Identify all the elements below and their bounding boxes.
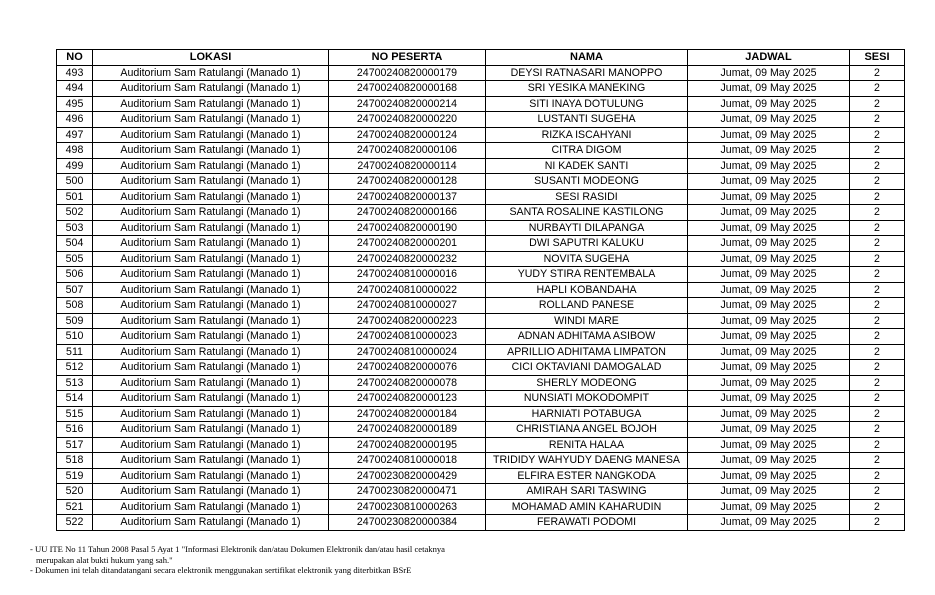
cell-lokasi: Auditorium Sam Ratulangi (Manado 1)	[93, 313, 329, 329]
cell-no-peserta: 24700240820000166	[329, 205, 486, 221]
cell-nama: NOVITA SUGEHA	[486, 251, 688, 267]
cell-no: 501	[57, 189, 93, 205]
cell-lokasi: Auditorium Sam Ratulangi (Manado 1)	[93, 65, 329, 81]
cell-sesi: 2	[850, 406, 905, 422]
cell-nama: CICI OKTAVIANI DAMOGALAD	[486, 360, 688, 376]
cell-no: 507	[57, 282, 93, 298]
cell-sesi: 2	[850, 251, 905, 267]
cell-no: 510	[57, 329, 93, 345]
cell-sesi: 2	[850, 499, 905, 515]
cell-no-peserta: 24700240820000179	[329, 65, 486, 81]
cell-sesi: 2	[850, 515, 905, 531]
cell-jadwal: Jumat, 09 May 2025	[688, 313, 850, 329]
table-row	[57, 143, 905, 159]
cell-lokasi: Auditorium Sam Ratulangi (Manado 1)	[93, 468, 329, 484]
cell-nama: SANTA ROSALINE KASTILONG	[486, 205, 688, 221]
cell-nama: FERAWATI PODOMI	[486, 515, 688, 531]
table-row	[57, 112, 905, 128]
cell-no: 496	[57, 112, 93, 128]
cell-no: 495	[57, 96, 93, 112]
cell-no-peserta: 24700240820000128	[329, 174, 486, 190]
cell-no-peserta: 24700240810000027	[329, 298, 486, 314]
cell-sesi: 2	[850, 236, 905, 252]
cell-sesi: 2	[850, 453, 905, 469]
table-row	[57, 329, 905, 345]
cell-nama: ELFIRA ESTER NANGKODA	[486, 468, 688, 484]
footnote-uu-ite-continued: merupakan alat bukti hukum yang sah."	[36, 554, 173, 565]
cell-lokasi: Auditorium Sam Ratulangi (Manado 1)	[93, 220, 329, 236]
cell-nama: NI KADEK SANTI	[486, 158, 688, 174]
header-lokasi: LOKASI	[93, 50, 329, 66]
table-row	[57, 515, 905, 531]
cell-jadwal: Jumat, 09 May 2025	[688, 220, 850, 236]
header-no: NO	[57, 50, 93, 66]
table-row	[57, 81, 905, 97]
cell-sesi: 2	[850, 437, 905, 453]
cell-no: 500	[57, 174, 93, 190]
cell-no-peserta: 24700240820000201	[329, 236, 486, 252]
cell-nama: ADNAN ADHITAMA ASIBOW	[486, 329, 688, 345]
cell-no: 509	[57, 313, 93, 329]
cell-sesi: 2	[850, 344, 905, 360]
cell-nama: APRILLIO ADHITAMA LIMPATON	[486, 344, 688, 360]
cell-nama: CHRISTIANA ANGEL BOJOH	[486, 422, 688, 438]
cell-jadwal: Jumat, 09 May 2025	[688, 360, 850, 376]
cell-sesi: 2	[850, 298, 905, 314]
cell-sesi: 2	[850, 65, 905, 81]
cell-jadwal: Jumat, 09 May 2025	[688, 375, 850, 391]
cell-sesi: 2	[850, 112, 905, 128]
cell-no-peserta: 24700240820000106	[329, 143, 486, 159]
cell-no-peserta: 24700240810000018	[329, 453, 486, 469]
cell-jadwal: Jumat, 09 May 2025	[688, 81, 850, 97]
cell-jadwal: Jumat, 09 May 2025	[688, 205, 850, 221]
table-row	[57, 360, 905, 376]
cell-nama: ROLLAND PANESE	[486, 298, 688, 314]
cell-nama: RENITA HALAA	[486, 437, 688, 453]
cell-sesi: 2	[850, 127, 905, 143]
cell-jadwal: Jumat, 09 May 2025	[688, 143, 850, 159]
table-row	[57, 220, 905, 236]
cell-nama: SESI RASIDI	[486, 189, 688, 205]
cell-lokasi: Auditorium Sam Ratulangi (Manado 1)	[93, 236, 329, 252]
cell-no: 516	[57, 422, 93, 438]
table-row	[57, 344, 905, 360]
cell-nama: TRIDIDY WAHYUDY DAENG MANESA	[486, 453, 688, 469]
cell-nama: WINDI MARE	[486, 313, 688, 329]
table-row	[57, 174, 905, 190]
cell-jadwal: Jumat, 09 May 2025	[688, 65, 850, 81]
table-body	[57, 65, 905, 530]
cell-lokasi: Auditorium Sam Ratulangi (Manado 1)	[93, 437, 329, 453]
table-row	[57, 189, 905, 205]
cell-jadwal: Jumat, 09 May 2025	[688, 515, 850, 531]
cell-no: 508	[57, 298, 93, 314]
cell-lokasi: Auditorium Sam Ratulangi (Manado 1)	[93, 158, 329, 174]
cell-nama: HARNIATI POTABUGA	[486, 406, 688, 422]
cell-lokasi: Auditorium Sam Ratulangi (Manado 1)	[93, 127, 329, 143]
header-nama: NAMA	[486, 50, 688, 66]
footnotes	[30, 544, 590, 576]
table-row	[57, 298, 905, 314]
cell-no: 513	[57, 375, 93, 391]
cell-sesi: 2	[850, 468, 905, 484]
cell-lokasi: Auditorium Sam Ratulangi (Manado 1)	[93, 391, 329, 407]
table-row	[57, 282, 905, 298]
cell-lokasi: Auditorium Sam Ratulangi (Manado 1)	[93, 406, 329, 422]
cell-no: 503	[57, 220, 93, 236]
cell-no-peserta: 24700230810000263	[329, 499, 486, 515]
cell-jadwal: Jumat, 09 May 2025	[688, 282, 850, 298]
cell-sesi: 2	[850, 484, 905, 500]
cell-no-peserta: 24700240820000168	[329, 81, 486, 97]
cell-nama: SHERLY MODEONG	[486, 375, 688, 391]
cell-no: 493	[57, 65, 93, 81]
cell-jadwal: Jumat, 09 May 2025	[688, 267, 850, 283]
cell-no: 505	[57, 251, 93, 267]
cell-lokasi: Auditorium Sam Ratulangi (Manado 1)	[93, 344, 329, 360]
cell-no: 499	[57, 158, 93, 174]
cell-no: 498	[57, 143, 93, 159]
cell-jadwal: Jumat, 09 May 2025	[688, 437, 850, 453]
cell-no-peserta: 24700240820000124	[329, 127, 486, 143]
cell-lokasi: Auditorium Sam Ratulangi (Manado 1)	[93, 499, 329, 515]
cell-lokasi: Auditorium Sam Ratulangi (Manado 1)	[93, 143, 329, 159]
cell-lokasi: Auditorium Sam Ratulangi (Manado 1)	[93, 81, 329, 97]
header-jadwal: JADWAL	[688, 50, 850, 66]
header-row	[57, 50, 905, 66]
cell-lokasi: Auditorium Sam Ratulangi (Manado 1)	[93, 484, 329, 500]
cell-jadwal: Jumat, 09 May 2025	[688, 298, 850, 314]
cell-no-peserta: 24700240820000214	[329, 96, 486, 112]
cell-lokasi: Auditorium Sam Ratulangi (Manado 1)	[93, 375, 329, 391]
cell-no-peserta: 24700230820000384	[329, 515, 486, 531]
cell-no: 511	[57, 344, 93, 360]
table-row	[57, 65, 905, 81]
cell-lokasi: Auditorium Sam Ratulangi (Manado 1)	[93, 267, 329, 283]
cell-sesi: 2	[850, 81, 905, 97]
cell-jadwal: Jumat, 09 May 2025	[688, 468, 850, 484]
cell-lokasi: Auditorium Sam Ratulangi (Manado 1)	[93, 282, 329, 298]
cell-jadwal: Jumat, 09 May 2025	[688, 422, 850, 438]
table-row	[57, 453, 905, 469]
cell-lokasi: Auditorium Sam Ratulangi (Manado 1)	[93, 189, 329, 205]
cell-nama: SITI INAYA DOTULUNG	[486, 96, 688, 112]
cell-jadwal: Jumat, 09 May 2025	[688, 127, 850, 143]
cell-no-peserta: 24700240820000189	[329, 422, 486, 438]
cell-lokasi: Auditorium Sam Ratulangi (Manado 1)	[93, 422, 329, 438]
cell-no-peserta: 24700240820000078	[329, 375, 486, 391]
table-row	[57, 375, 905, 391]
cell-no: 515	[57, 406, 93, 422]
cell-lokasi: Auditorium Sam Ratulangi (Manado 1)	[93, 251, 329, 267]
cell-sesi: 2	[850, 391, 905, 407]
cell-no: 504	[57, 236, 93, 252]
header-no-peserta: NO PESERTA	[329, 50, 486, 66]
cell-no-peserta: 24700240820000190	[329, 220, 486, 236]
cell-no-peserta: 24700240810000016	[329, 267, 486, 283]
cell-no-peserta: 24700240820000114	[329, 158, 486, 174]
cell-no: 519	[57, 468, 93, 484]
table-row	[57, 96, 905, 112]
cell-no-peserta: 24700240820000123	[329, 391, 486, 407]
cell-no-peserta: 24700240820000076	[329, 360, 486, 376]
cell-no: 522	[57, 515, 93, 531]
table-header	[57, 50, 905, 66]
cell-sesi: 2	[850, 205, 905, 221]
cell-jadwal: Jumat, 09 May 2025	[688, 329, 850, 345]
table-row	[57, 468, 905, 484]
cell-jadwal: Jumat, 09 May 2025	[688, 484, 850, 500]
table-row	[57, 127, 905, 143]
cell-sesi: 2	[850, 158, 905, 174]
cell-sesi: 2	[850, 267, 905, 283]
cell-jadwal: Jumat, 09 May 2025	[688, 174, 850, 190]
cell-jadwal: Jumat, 09 May 2025	[688, 453, 850, 469]
cell-sesi: 2	[850, 96, 905, 112]
cell-no: 520	[57, 484, 93, 500]
cell-lokasi: Auditorium Sam Ratulangi (Manado 1)	[93, 360, 329, 376]
table-row	[57, 267, 905, 283]
cell-jadwal: Jumat, 09 May 2025	[688, 251, 850, 267]
table-row	[57, 499, 905, 515]
cell-no-peserta: 24700240810000022	[329, 282, 486, 298]
participant-table	[56, 49, 905, 531]
cell-no: 494	[57, 81, 93, 97]
cell-lokasi: Auditorium Sam Ratulangi (Manado 1)	[93, 298, 329, 314]
cell-nama: YUDY STIRA RENTEMBALA	[486, 267, 688, 283]
cell-sesi: 2	[850, 313, 905, 329]
cell-jadwal: Jumat, 09 May 2025	[688, 344, 850, 360]
header-sesi: SESI	[850, 50, 905, 66]
cell-no: 517	[57, 437, 93, 453]
table-row	[57, 236, 905, 252]
cell-sesi: 2	[850, 329, 905, 345]
table-row	[57, 205, 905, 221]
cell-lokasi: Auditorium Sam Ratulangi (Manado 1)	[93, 205, 329, 221]
cell-no: 506	[57, 267, 93, 283]
cell-no: 518	[57, 453, 93, 469]
cell-nama: DWI SAPUTRI KALUKU	[486, 236, 688, 252]
cell-sesi: 2	[850, 189, 905, 205]
cell-nama: NURBAYTI DILAPANGA	[486, 220, 688, 236]
cell-no-peserta: 24700240810000023	[329, 329, 486, 345]
table-row	[57, 437, 905, 453]
cell-lokasi: Auditorium Sam Ratulangi (Manado 1)	[93, 174, 329, 190]
cell-sesi: 2	[850, 220, 905, 236]
cell-jadwal: Jumat, 09 May 2025	[688, 112, 850, 128]
cell-no: 502	[57, 205, 93, 221]
cell-nama: NUNSIATI MOKODOMPIT	[486, 391, 688, 407]
cell-jadwal: Jumat, 09 May 2025	[688, 96, 850, 112]
table-row	[57, 422, 905, 438]
cell-jadwal: Jumat, 09 May 2025	[688, 406, 850, 422]
table-row	[57, 251, 905, 267]
cell-nama: HAPLI KOBANDAHA	[486, 282, 688, 298]
cell-sesi: 2	[850, 375, 905, 391]
cell-no-peserta: 24700240820000195	[329, 437, 486, 453]
table-row	[57, 391, 905, 407]
cell-sesi: 2	[850, 422, 905, 438]
cell-nama: CITRA DIGOM	[486, 143, 688, 159]
cell-sesi: 2	[850, 174, 905, 190]
cell-no-peserta: 24700230820000471	[329, 484, 486, 500]
cell-nama: SRI YESIKA MANEKING	[486, 81, 688, 97]
cell-sesi: 2	[850, 360, 905, 376]
table-row	[57, 158, 905, 174]
cell-lokasi: Auditorium Sam Ratulangi (Manado 1)	[93, 112, 329, 128]
cell-sesi: 2	[850, 143, 905, 159]
cell-sesi: 2	[850, 282, 905, 298]
cell-no-peserta: 24700240820000223	[329, 313, 486, 329]
cell-jadwal: Jumat, 09 May 2025	[688, 236, 850, 252]
table-row	[57, 313, 905, 329]
footnote-signature: - Dokumen ini telah ditandatangani secara elektronik menggunakan sertifikat elektronik yang diterbitkan BSrE	[30, 565, 412, 575]
cell-jadwal: Jumat, 09 May 2025	[688, 158, 850, 174]
cell-nama: SUSANTI MODEONG	[486, 174, 688, 190]
cell-lokasi: Auditorium Sam Ratulangi (Manado 1)	[93, 453, 329, 469]
cell-no: 497	[57, 127, 93, 143]
cell-jadwal: Jumat, 09 May 2025	[688, 391, 850, 407]
table-row	[57, 484, 905, 500]
cell-jadwal: Jumat, 09 May 2025	[688, 189, 850, 205]
table-row	[57, 406, 905, 422]
cell-no-peserta: 24700240820000184	[329, 406, 486, 422]
cell-lokasi: Auditorium Sam Ratulangi (Manado 1)	[93, 96, 329, 112]
cell-no-peserta: 24700230820000429	[329, 468, 486, 484]
cell-no: 521	[57, 499, 93, 515]
cell-no-peserta: 24700240820000137	[329, 189, 486, 205]
cell-lokasi: Auditorium Sam Ratulangi (Manado 1)	[93, 329, 329, 345]
cell-nama: LUSTANTI SUGEHA	[486, 112, 688, 128]
cell-no-peserta: 24700240810000024	[329, 344, 486, 360]
cell-jadwal: Jumat, 09 May 2025	[688, 499, 850, 515]
cell-no-peserta: 24700240820000220	[329, 112, 486, 128]
cell-no: 512	[57, 360, 93, 376]
cell-lokasi: Auditorium Sam Ratulangi (Manado 1)	[93, 515, 329, 531]
cell-nama: MOHAMAD AMIN KAHARUDIN	[486, 499, 688, 515]
cell-no: 514	[57, 391, 93, 407]
footnote-uu-ite: - UU ITE No 11 Tahun 2008 Pasal 5 Ayat 1 "Informasi Elektronik dan/atau Dokumen Elektronik dan/atau hasil cetaknya	[30, 544, 445, 554]
cell-no-peserta: 24700240820000232	[329, 251, 486, 267]
cell-nama: RIZKA ISCAHYANI	[486, 127, 688, 143]
cell-nama: DEYSI RATNASARI MANOPPO	[486, 65, 688, 81]
cell-nama: AMIRAH SARI TASWING	[486, 484, 688, 500]
